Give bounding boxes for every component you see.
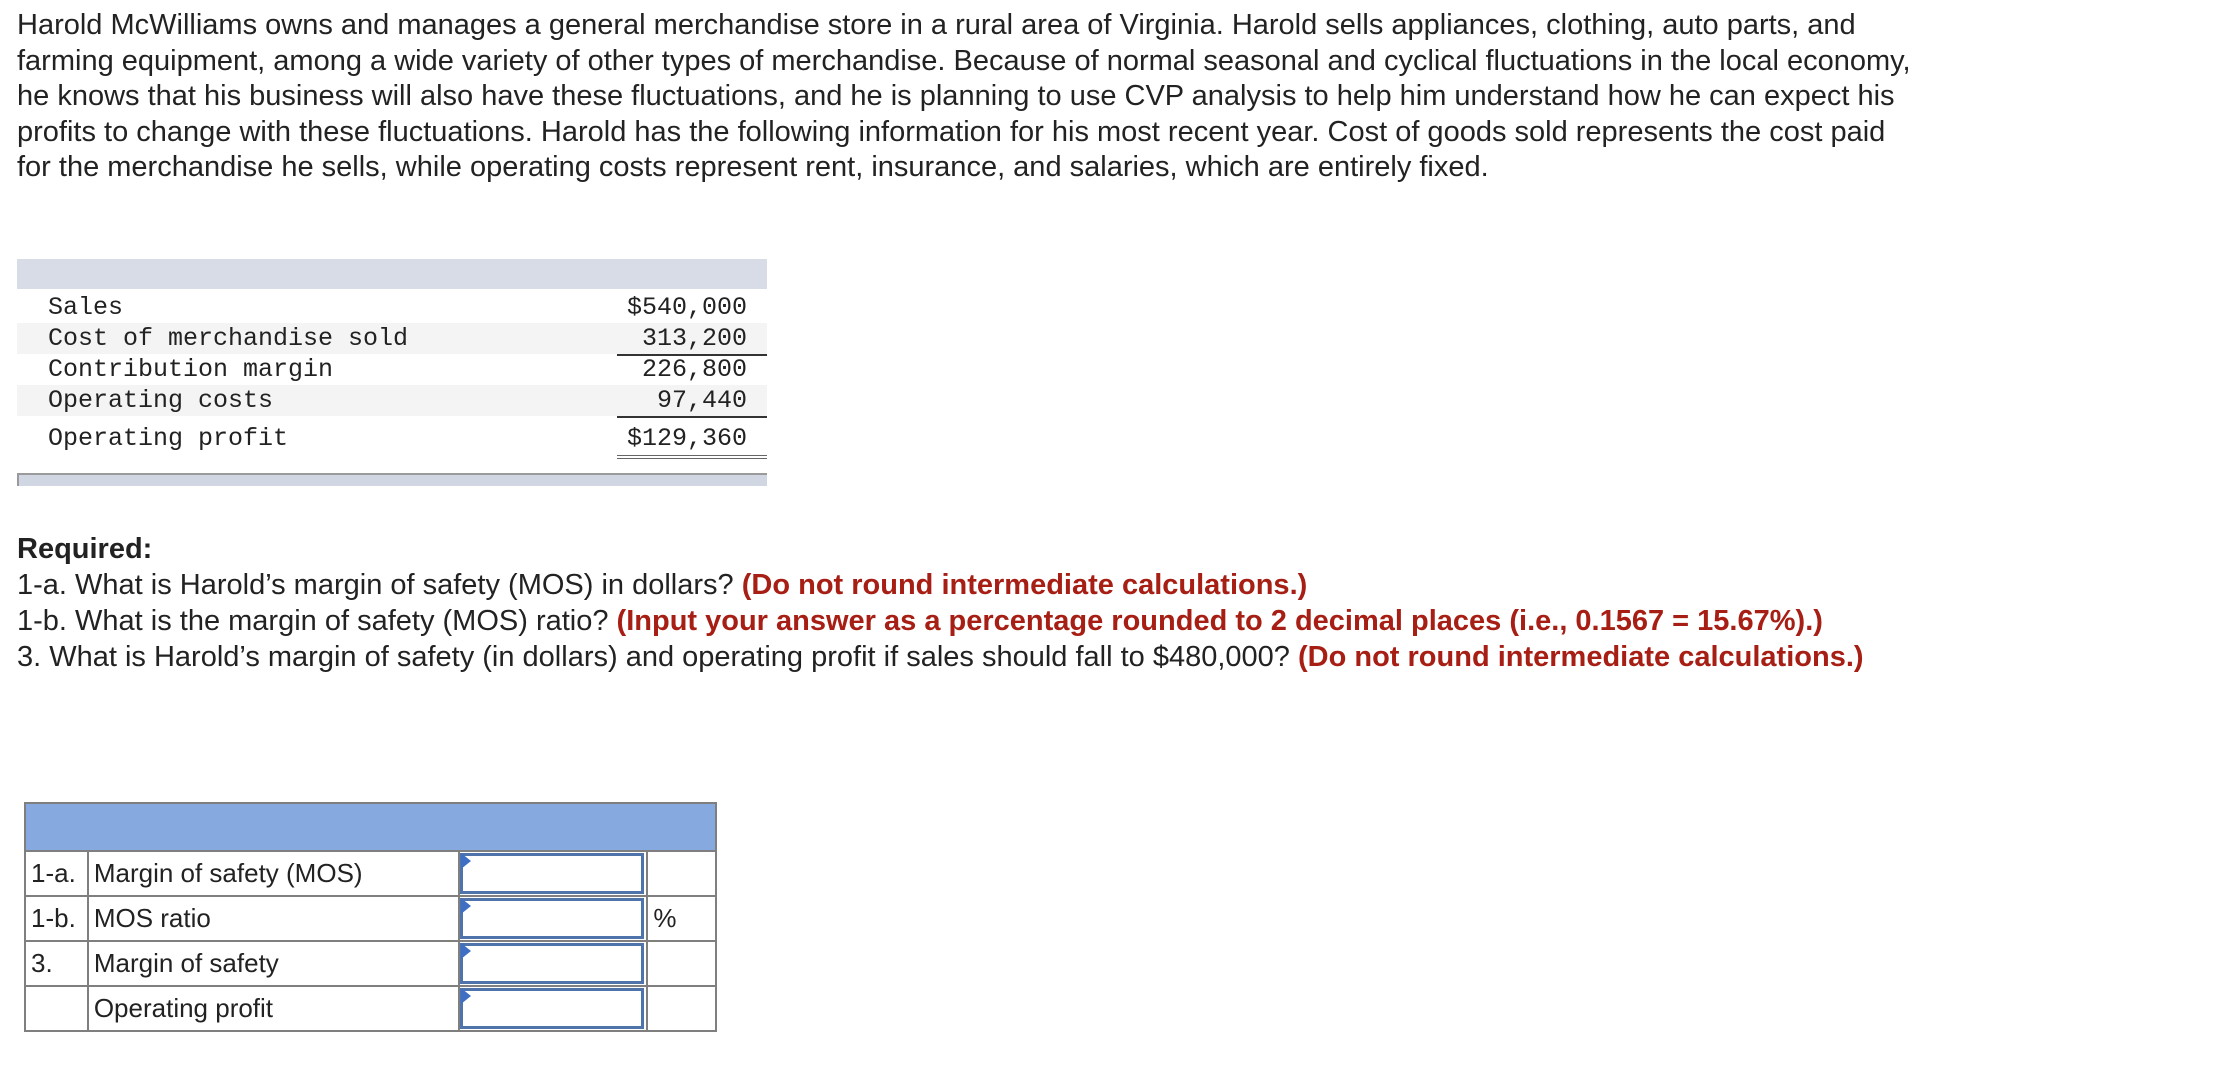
question-3: 3. What is Harold’s margin of safety (in dollars) and operating profit if sales should fall to $480,000? (17, 641, 1290, 673)
statement-amount: $129,360 (617, 424, 767, 459)
statement-header-bar (17, 259, 767, 289)
row-number (25, 986, 88, 1031)
question-3-note: (Do not round intermediate calculations.) (1298, 641, 1864, 673)
statement-label: Contribution margin (48, 355, 334, 384)
row-label: Margin of safety (88, 941, 460, 986)
input-marker-icon (461, 988, 471, 1004)
statement-row-contribution (17, 354, 767, 385)
statement-footer-bar (17, 473, 767, 486)
input-marker-icon (461, 853, 471, 869)
answer-row-mos (25, 851, 716, 896)
statement-amount: $540,000 (626, 293, 747, 322)
mos-ratio-input[interactable] (460, 898, 644, 939)
row-label: MOS ratio (88, 896, 460, 941)
row-number: 3. (25, 941, 88, 986)
question-1b-note: (Input your answer as a percentage rounded to 2 decimal places (i.e., 0.1567 = 15.67%).) (616, 605, 1823, 637)
row-unit (647, 941, 716, 986)
row-unit (647, 851, 716, 896)
statement-row-sales (17, 292, 767, 323)
row-number: 1-a. (25, 851, 88, 896)
problem-intro: Harold McWilliams owns and manages a general merchandise store in a rural area of Virginia. Harold sells appliances, clothing, auto parts, and farming equipment, among a wide variety of other types of merchandise. Because of normal seasonal and cyclical fluctuations in the local economy, he knows that his business will also have these fluctuations, and he is planning to use CVP analysis to help him understand how he can expect his profits to change with these fluctuations. Harold has the following information for his most recent year. Cost of goods sold represents the cost paid for the merchandise he sells, while operating costs represent rent, insurance, and salaries, which are entirely fixed. (17, 9, 1911, 183)
input-marker-icon (461, 898, 471, 914)
statement-amount: 313,200 (617, 324, 767, 356)
answer-row-mos-ratio (25, 896, 716, 941)
answer-row-mos-3 (25, 941, 716, 986)
mos-dollars-input[interactable] (460, 853, 644, 894)
statement-row-cost (17, 323, 767, 354)
question-1a: 1-a. What is Harold’s margin of safety (MOS) in dollars? (17, 569, 734, 601)
statement-label: Cost of merchandise sold (48, 324, 409, 353)
answer-row-operating-profit (25, 986, 716, 1031)
operating-profit-input[interactable] (460, 988, 644, 1029)
statement-row-operating-costs (17, 385, 767, 416)
row-unit: % (647, 896, 716, 941)
statement-amount: 226,800 (641, 355, 747, 384)
statement-label: Sales (48, 293, 124, 322)
income-statement (17, 259, 767, 488)
statement-amount: 97,440 (617, 386, 767, 418)
required-heading: Required: (17, 533, 153, 565)
mos-480k-input[interactable] (460, 943, 644, 984)
required-section (17, 531, 1897, 675)
answer-table-header (25, 803, 716, 851)
statement-row-operating-profit (17, 423, 767, 454)
question-1a-note: (Do not round intermediate calculations.) (741, 569, 1308, 601)
row-number: 1-b. (25, 896, 88, 941)
question-1b: 1-b. What is the margin of safety (MOS) ratio? (17, 605, 609, 637)
row-label: Operating profit (88, 986, 460, 1031)
row-label: Margin of safety (MOS) (88, 851, 460, 896)
statement-label: Operating costs (48, 386, 274, 415)
row-unit (647, 986, 716, 1031)
input-marker-icon (461, 943, 471, 959)
statement-label: Operating profit (48, 424, 289, 453)
answer-table (24, 802, 717, 1032)
